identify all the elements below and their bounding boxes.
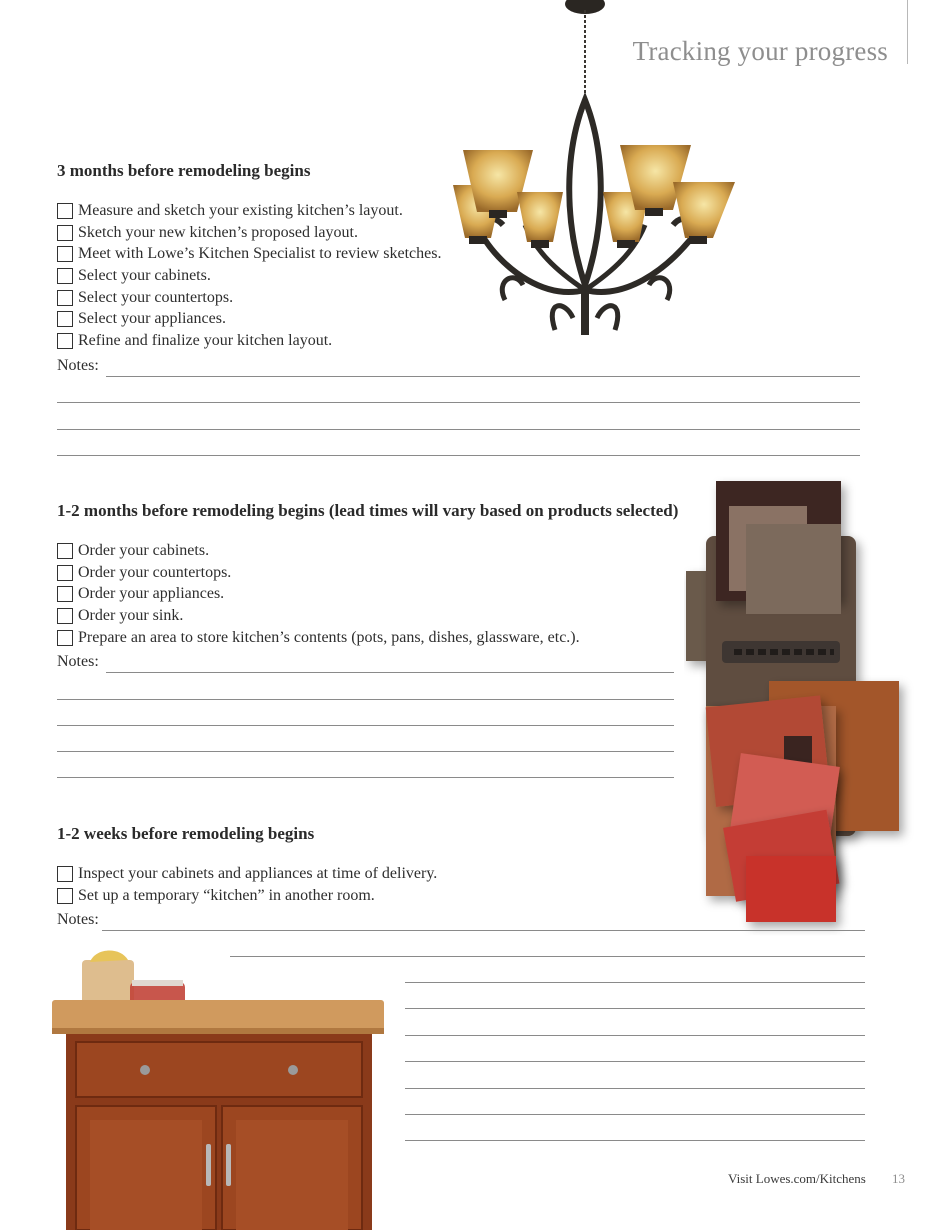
checklist-item-label: Order your cabinets. xyxy=(78,542,210,559)
section-heading: 3 months before remodeling begins xyxy=(57,161,311,180)
title-divider xyxy=(907,0,908,64)
checklist-item-label: Select your cabinets. xyxy=(78,267,211,285)
checklist-item-label: Select your countertops. xyxy=(78,288,234,306)
checkbox[interactable] xyxy=(57,268,73,284)
checklist xyxy=(57,540,580,648)
section-heading: 1-2 months before remodeling begins (lead times will vary based on products selected) xyxy=(57,501,679,520)
checklist-item xyxy=(57,243,441,265)
checklist-item xyxy=(57,222,441,244)
checklist-item xyxy=(57,308,441,330)
notes-line[interactable] xyxy=(405,1140,865,1141)
checklist-item xyxy=(57,330,441,352)
checklist-item-label: Refine and finalize your kitchen layout. xyxy=(78,332,333,350)
kitchen-island-image xyxy=(50,940,386,1230)
checklist-item xyxy=(57,287,441,309)
notes-line[interactable] xyxy=(57,725,674,726)
checklist-item-label: Prepare an area to store kitchen’s contents (pots, pans, dishes, glassware, etc.). xyxy=(78,628,580,646)
notes-line[interactable] xyxy=(405,982,865,983)
checklist-item xyxy=(57,863,437,885)
checkbox[interactable] xyxy=(57,311,73,327)
checklist-item-label: Order your countertops. xyxy=(78,563,232,581)
notes-label: Notes: xyxy=(57,911,99,928)
checkbox[interactable] xyxy=(57,333,73,349)
checklist-item-label: Sketch your new kitchen’s proposed layout. xyxy=(78,223,358,241)
checkbox[interactable] xyxy=(57,543,73,559)
checkbox[interactable] xyxy=(57,203,73,219)
notes-line[interactable] xyxy=(405,1061,865,1062)
checkbox[interactable] xyxy=(57,888,73,904)
checkbox[interactable] xyxy=(57,630,73,646)
checkbox[interactable] xyxy=(57,290,73,306)
footer-website-link[interactable]: Visit Lowes.com/Kitchens xyxy=(728,1171,866,1186)
checklist-item xyxy=(57,540,580,562)
checklist-item xyxy=(57,583,580,605)
checklist-item xyxy=(57,885,437,907)
notes-line[interactable] xyxy=(405,1035,865,1036)
notes-line[interactable] xyxy=(230,956,865,957)
notes-line[interactable] xyxy=(57,402,860,403)
notes-line[interactable] xyxy=(57,429,860,430)
checklist-item-label: Order your sink. xyxy=(78,607,184,625)
notes-line[interactable] xyxy=(57,777,674,778)
notes-label: Notes: xyxy=(57,653,99,670)
checkbox[interactable] xyxy=(57,246,73,262)
checklist-item-label: Order your appliances. xyxy=(78,585,225,603)
checklist-item xyxy=(57,627,580,649)
notes-label: Notes: xyxy=(57,357,99,374)
section-heading: 1-2 weeks before remodeling begins xyxy=(57,824,315,843)
notes-line[interactable] xyxy=(57,751,674,752)
notes-line[interactable] xyxy=(106,376,860,377)
checklist-item xyxy=(57,200,441,222)
notes-line[interactable] xyxy=(102,930,865,931)
checklist-item xyxy=(57,562,580,584)
notes-line[interactable] xyxy=(405,1008,865,1009)
checklist-item xyxy=(57,265,441,287)
checkbox[interactable] xyxy=(57,586,73,602)
notes-line[interactable] xyxy=(405,1114,865,1115)
checkbox[interactable] xyxy=(57,866,73,882)
checkbox[interactable] xyxy=(57,608,73,624)
notes-line[interactable] xyxy=(106,672,674,673)
page-number: 13 xyxy=(892,1171,905,1186)
checklist-item-label: Measure and sketch your existing kitchen’s layout. xyxy=(78,202,403,219)
checklist-item-label: Inspect your cabinets and appliances at time of delivery. xyxy=(78,865,438,882)
checklist-item-label: Select your appliances. xyxy=(78,310,226,328)
notes-line[interactable] xyxy=(57,455,860,456)
checklist-item xyxy=(57,605,580,627)
checklist-item-label: Set up a temporary “kitchen” in another room. xyxy=(78,886,375,904)
material-swatches-image xyxy=(684,476,914,936)
checklist-item-label: Meet with Lowe’s Kitchen Specialist to review sketches. xyxy=(78,245,442,263)
checklist xyxy=(57,200,441,352)
checkbox[interactable] xyxy=(57,225,73,241)
notes-line[interactable] xyxy=(405,1088,865,1089)
chandelier-image xyxy=(445,0,745,350)
checklist xyxy=(57,863,437,906)
checkbox[interactable] xyxy=(57,565,73,581)
page-title: Tracking your progress xyxy=(632,36,888,66)
notes-line[interactable] xyxy=(57,699,674,700)
